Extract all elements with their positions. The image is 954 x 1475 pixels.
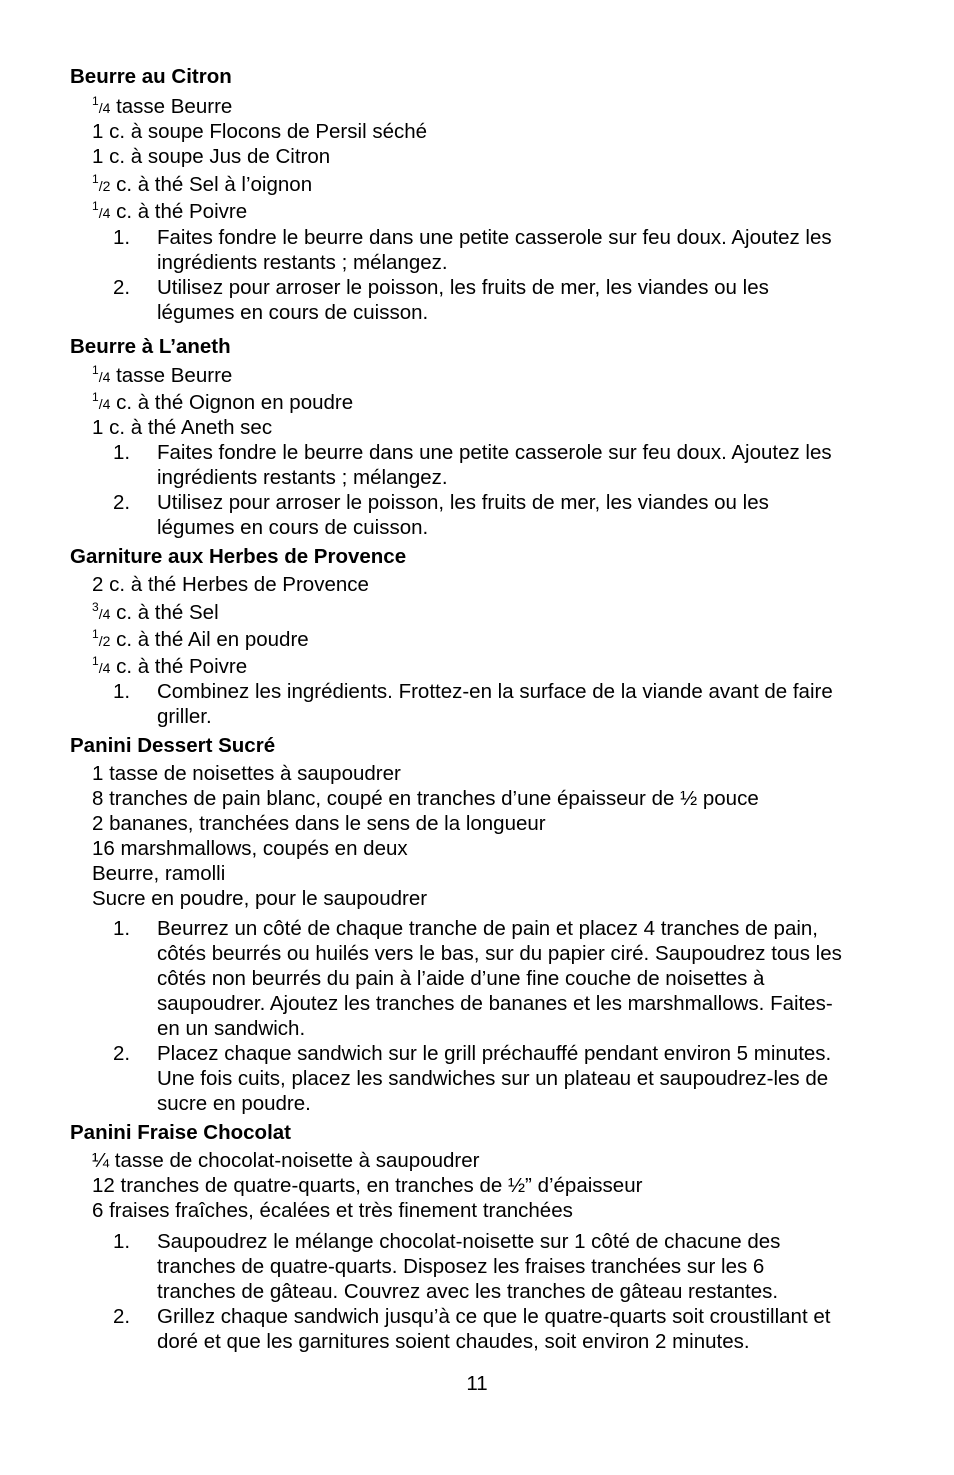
step-number: 2. [113,276,131,299]
ingredient: 2 c. à thé Herbes de Provence [92,573,369,596]
step-line: griller. [157,705,212,728]
ingredient: 1 c. à thé Aneth sec [92,416,273,439]
ingredient: 6 fraises fraîches, écalées et très finement tranchées [92,1199,573,1222]
ingredient: 1 tasse de noisettes à saupoudrer [92,762,401,785]
step-line: légumes en cours de cuisson. [157,516,429,539]
ingredient: ¼ tasse de chocolat-noisette à saupoudrer [92,1149,480,1172]
step-line: côtés beurrés ou huilés vers le bas, sur du papier ciré. Saupoudrez tous les [157,942,842,965]
step-number: 2. [113,1042,131,1065]
ingredient: $^1$/4 c. à thé Poivre [92,654,248,678]
ingredient: 8 tranches de pain blanc, coupé en tranches d’une épaisseur de ½ pouce [92,787,759,810]
recipe-title: Garniture aux Herbes de Provence [70,545,407,568]
step-line: en un sandwich. [157,1017,306,1040]
recipe-title: Beurre au Citron [70,65,232,88]
step-number: 2. [113,491,131,514]
step-line: tranches de gâteau. Couvrez avec les tranches de gâteau restantes. [157,1280,779,1303]
step-line: Saupoudrez le mélange chocolat-noisette sur 1 côté de chacune des [157,1230,781,1253]
step-number: 1. [113,441,131,464]
recipe-title: Beurre à L’aneth [70,335,231,358]
ingredient: $^1$/4 c. à thé Poivre [92,199,248,223]
ingredient: 2 bananes, tranchées dans le sens de la longueur [92,812,546,835]
step-line: Combinez les ingrédients. Frottez-en la surface de la viande avant de faire [157,680,833,703]
recipe-title: Panini Dessert Sucré [70,734,276,757]
step-line: Placez chaque sandwich sur le grill préchauffé pendant environ 5 minutes. [157,1042,832,1065]
ingredient: $^1$/2 c. à thé Sel à l’oignon [92,172,313,196]
step-number: 1. [113,226,131,249]
step-line: sucre en poudre. [157,1092,311,1115]
step-number: 1. [113,1230,131,1253]
step-line: doré et que les garnitures soient chaudes, soit environ 2 minutes. [157,1330,750,1353]
step-line: tranches de quatre-quarts. Disposez les fraises tranchées sur les 6 [157,1255,765,1278]
step-line: Utilisez pour arroser le poisson, les fruits de mer, les viandes ou les [157,491,769,514]
ingredient: 12 tranches de quatre-quarts, en tranches de ½” d’épaisseur [92,1174,643,1197]
ingredient: 16 marshmallows, coupés en deux [92,837,408,860]
step-line: Faites fondre le beurre dans une petite casserole sur feu doux. Ajoutez les [157,226,832,249]
step-number: 1. [113,917,131,940]
recipe-title: Panini Fraise Chocolat [70,1121,291,1144]
ingredient: $^1$/4 tasse Beurre [92,94,233,118]
step-line: ingrédients restants ; mélangez. [157,251,448,274]
step-number: 1. [113,680,131,703]
ingredient: $^1$/4 c. à thé Oignon en poudre [92,390,354,414]
ingredient: Beurre, ramolli [92,862,226,885]
step-line: saupoudrer. Ajoutez les tranches de bananes et les marshmallows. Faites- [157,992,833,1015]
step-line: côtés non beurrés du pain à l’aide d’une fine couche de noisettes à [157,967,765,990]
ingredient: $^1$/2 c. à thé Ail en poudre [92,627,309,651]
step-line: Faites fondre le beurre dans une petite casserole sur feu doux. Ajoutez les [157,441,832,464]
step-line: Une fois cuits, placez les sandwiches sur un plateau et saupoudrez-les de [157,1067,829,1090]
ingredient: 1 c. à soupe Jus de Citron [92,145,331,168]
step-line: Utilisez pour arroser le poisson, les fruits de mer, les viandes ou les [157,276,769,299]
page-number: 11 [466,1372,488,1395]
ingredient: $^3$/4 c. à thé Sel [92,600,219,624]
ingredient: Sucre en poudre, pour le saupoudrer [92,887,428,910]
ingredient: 1 c. à soupe Flocons de Persil séché [92,120,428,143]
step-line: Beurrez un côté de chaque tranche de pain et placez 4 tranches de pain, [157,917,819,940]
step-line: Grillez chaque sandwich jusqu’à ce que le quatre-quarts soit croustillant et [157,1305,831,1328]
step-line: ingrédients restants ; mélangez. [157,466,448,489]
step-line: légumes en cours de cuisson. [157,301,429,324]
ingredient: $^1$/4 tasse Beurre [92,363,233,387]
step-number: 2. [113,1305,131,1328]
